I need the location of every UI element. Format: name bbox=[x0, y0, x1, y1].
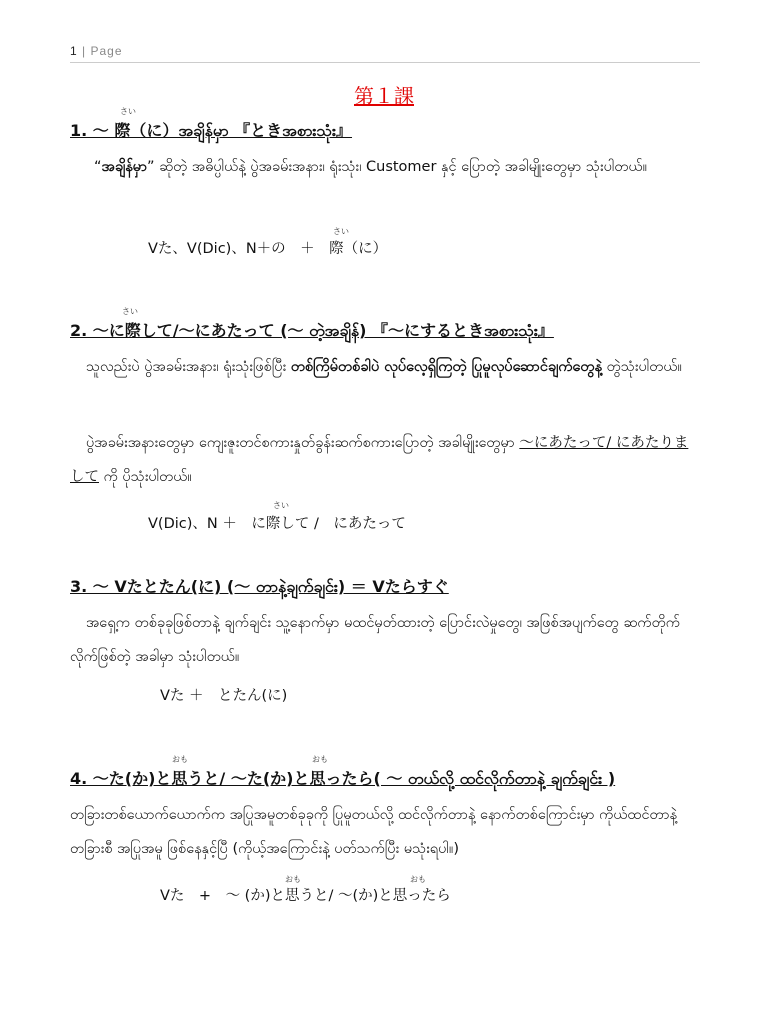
lesson-title: 第１課 bbox=[354, 84, 414, 108]
section-1-heading: 1. ～ 際（に）အချိန်မှာ 『ときအစားသုံး』 bbox=[70, 121, 353, 140]
page-label: Page bbox=[90, 44, 123, 58]
section-3-heading: 3. ～ Vたとたん(に) (～ တာနဲ့ချက်ချင်း) ＝ Vたらすぐ bbox=[70, 577, 449, 596]
section-3-formula: Vた ＋ とたん(に) bbox=[160, 688, 288, 704]
section-2-ruby: さい bbox=[122, 307, 138, 316]
section-4-ruby-b: おも bbox=[312, 755, 328, 764]
section-2-paragraph-2: ပွဲအခမ်းအနားတွေမှာ ကျေးဇူးတင်စကားနှုတ်ခွန်းဆက်စကားပြောတဲ့ အခါမျိုးတွေမှာ ～にあたって/ にあたりまして ကို ပိုသုံးပါတယ်။ bbox=[70, 435, 689, 485]
page-header bbox=[70, 44, 123, 58]
section-1-formula-ruby: さい bbox=[333, 227, 349, 236]
section-1-paragraph: “အချိန်မှာ” ဆိုတဲ့ အဓိပ္ပါယ်နဲ့ ပွဲအခမ်းအနား၊ ရုံးသုံး၊ Customer နှင့် ပြောတဲ့ အခါမျိုးတွေမှာ သုံးပါတယ်။ bbox=[94, 159, 647, 175]
section-3-paragraph: အရှေ့က တစ်ခုခုဖြစ်တာနဲ့ ချက်ချင်း သူ့နောက်မှာ မထင်မှတ်ထားတဲ့ ပြောင်းလဲမှုတွေ၊ အဖြစ်အပျက်တွေ ဆက်တိုက် လိုက်ဖြစ်တဲ့ အခါမှာ သုံးပါတယ်။ bbox=[70, 615, 680, 665]
section-2-formula-ruby: さい bbox=[273, 501, 289, 510]
section-4-formula-ruby-a: おも bbox=[285, 875, 301, 884]
section-4-formula-ruby-b: おも bbox=[410, 875, 426, 884]
header-separator: | bbox=[82, 44, 87, 58]
section-4-paragraph: တခြားတစ်ယောက်ယောက်က အပြုအမူတစ်ခုခုကို ပြုမူတယ်လို့ ထင်လိုက်တာနဲ့ နောက်တစ်ကြောင်းမှာ ကိုယ်ထင်တာနဲ့ တခြားစီ အပြုအမူ ဖြစ်နေနှင့်ပြီ (ကိုယ့်အကြောင်းနဲ့ ပတ်သက်ပြီး မသုံးရပါ။) bbox=[70, 807, 678, 857]
section-2-formula: V(Dic)、N ＋ に際して / にあたって bbox=[148, 516, 406, 532]
section-4-ruby-a: おも bbox=[172, 755, 188, 764]
page-number: 1 bbox=[70, 44, 78, 58]
section-1-formula: Vた、V(Dic)、N＋の ＋ 際（に） bbox=[148, 241, 388, 257]
section-4-formula: Vた + ～ (か)と思うと/ ～(か)と思ったら bbox=[160, 888, 451, 904]
section-2-paragraph: သူလည်းပဲ ပွဲအခမ်းအနား၊ ရုံးသုံးဖြစ်ပြီး တစ်ကြိမ်တစ်ခါပဲ လုပ်လေ့ရှိကြတဲ့ ပြုမူလုပ်ဆောင်ချက်တွေနဲ့ တွဲသုံးပါတယ်။ bbox=[86, 359, 682, 375]
header-divider bbox=[70, 62, 700, 63]
section-2-heading: 2. ～に際して/～にあたって (～ တဲ့အချိန်) 『～にするときအစားသုံး』 bbox=[70, 321, 554, 340]
section-1-ruby: さい bbox=[120, 107, 136, 116]
section-4-heading: 4. ～た(か)と思うと/ ～た(か)と思ったら( ～ တယ်လို့ ထင်လိုက်တာနဲ့ ချက်ချင်း ) bbox=[70, 769, 616, 788]
